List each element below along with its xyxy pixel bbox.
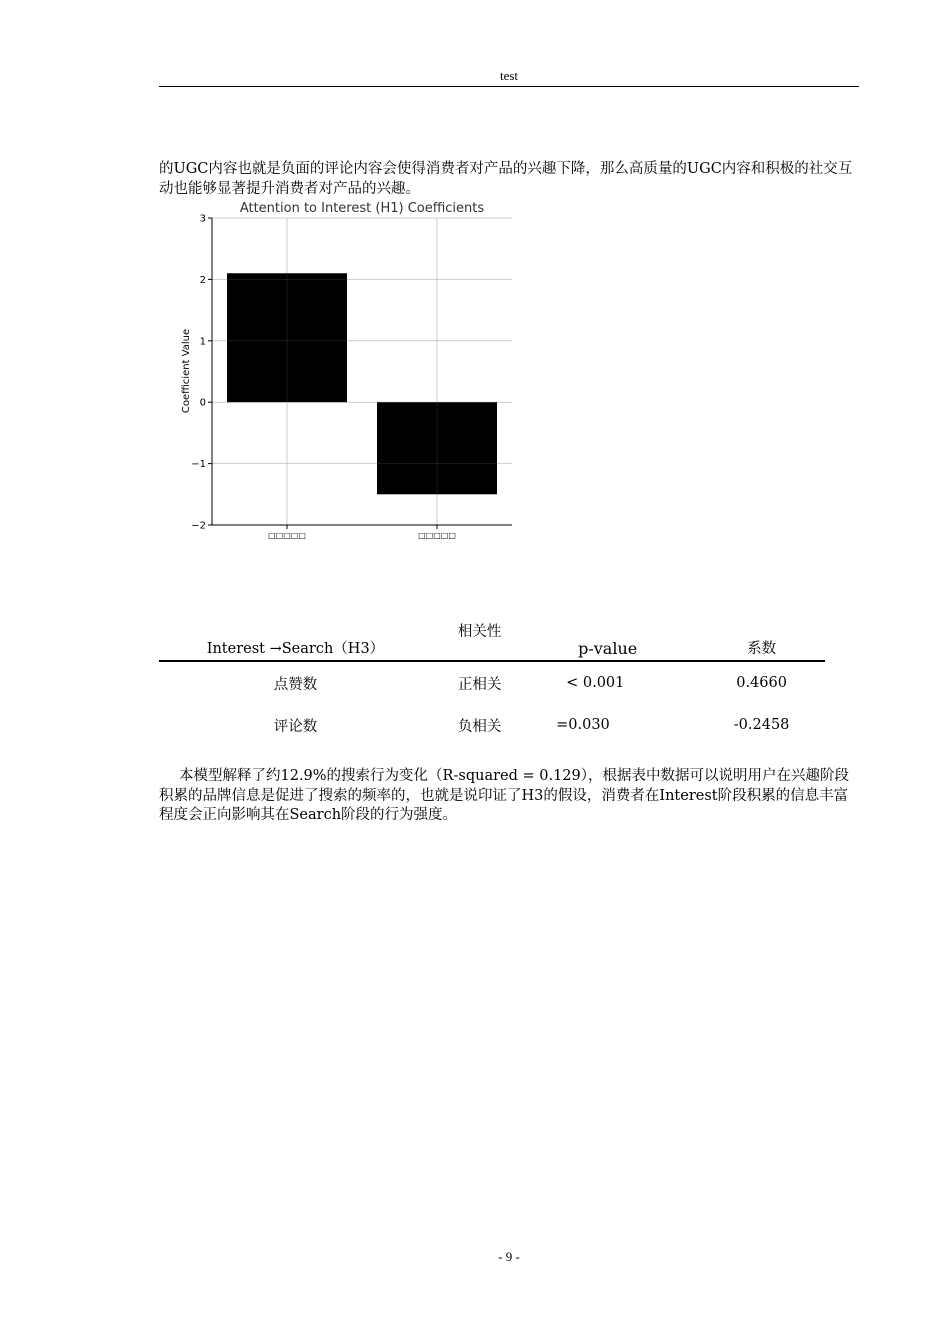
- row-pvalue: =0.030: [556, 717, 610, 733]
- table-row: [159, 661, 825, 704]
- paragraph-conclusion: 本模型解释了约12.9%的搜索行为变化（R-squared = 0.129），根据表中数据可以说明用户在兴趣阶段积累的品牌信息是促进了搜索的频率的，也就是说印证了H3的假设，消费者在Interest阶段积累的信息丰富程度会正向影响其在Search阶段的行为强度。: [159, 768, 850, 823]
- row-correlation: 负相关: [457, 718, 502, 735]
- y-tick-label: 3: [199, 213, 206, 225]
- row-correlation: 正相关: [457, 676, 502, 693]
- header-rule: [159, 86, 859, 87]
- x-tick-label: □□□□□: [268, 531, 306, 540]
- paragraph-intro: 的UGC内容也就是负面的评论内容会使得消费者对产品的兴趣下降，那么高质量的UGC内容和积极的社交互动也能够显著提升消费者对产品的兴趣。: [159, 161, 853, 197]
- h3-results-table: [159, 616, 825, 746]
- row-pvalue: < 0.001: [566, 675, 625, 691]
- y-tick-label: −1: [191, 459, 206, 471]
- y-tick-label: −2: [191, 520, 206, 532]
- table-row: [159, 704, 825, 746]
- chart-ylabel: Coefficient Value: [181, 328, 192, 414]
- page-header: test: [499, 68, 519, 83]
- chart-bars: [227, 273, 497, 494]
- header-label: Interest →Search（H3）: [159, 616, 432, 661]
- row-coefficient: 0.4660: [736, 675, 787, 691]
- header-pvalue: p-value: [548, 616, 698, 661]
- row-name: 评论数: [273, 718, 318, 735]
- y-tick-label: 1: [199, 336, 206, 348]
- coefficient-bar-chart: [170, 196, 520, 546]
- chart-title: Attention to Interest (H1) Coefficients: [239, 201, 485, 216]
- table-header-row: [159, 616, 825, 661]
- page-number: - 9 -: [498, 1249, 520, 1264]
- x-tick-label: □□□□□: [418, 531, 456, 540]
- y-tick-label: 2: [199, 274, 206, 286]
- header-coefficient: 系数: [698, 616, 825, 661]
- y-tick-label: 0: [199, 397, 206, 409]
- header-correlation: 相关性: [432, 616, 548, 661]
- row-coefficient: -0.2458: [733, 717, 790, 733]
- row-name: 点赞数: [273, 676, 318, 693]
- h3-results-table-wrap: [159, 616, 825, 746]
